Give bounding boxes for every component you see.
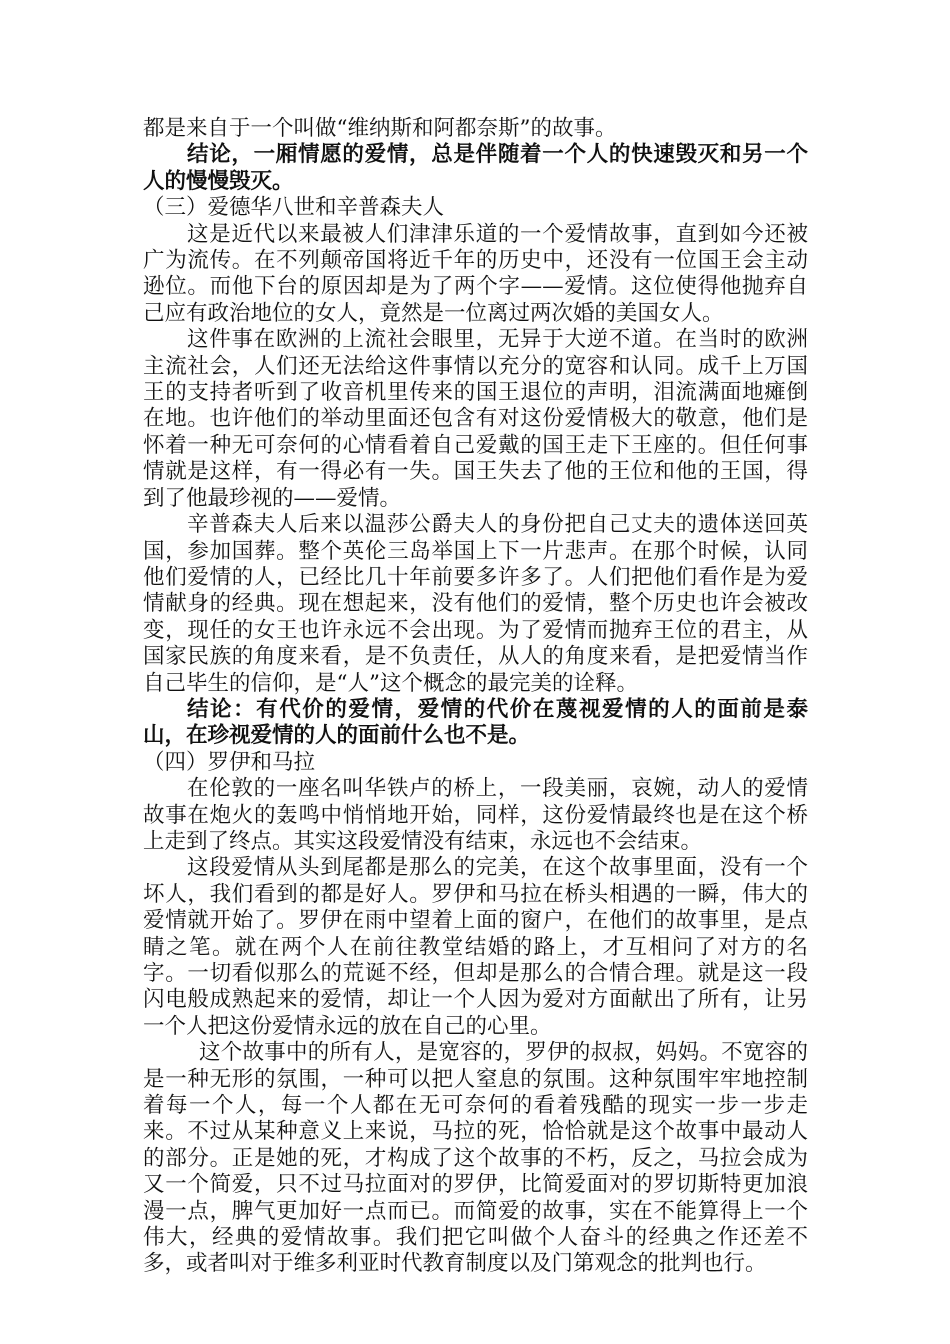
body-paragraph: 这件事在欧洲的上流社会眼里，无异于大逆不道。在当时的欧洲主流社会，人们还无法给这件事情以充分的宽容和认同。成千上万国王的支持者听到了收音机里传来的国王退位的声明，泪流满面地瘫倒在地。也许他们的举动里面还包含有对这份爱情极大的敬意，他们是怀着一种无可奈何的心情看着自己爱戴的国王走下王座的。但任何事情就是这样，有一得必有一失。国王失去了他的王位和他的王国，得到了他最珍视的——爱情。 [143, 327, 808, 511]
body-paragraph: 在伦敦的一座名叫华铁卢的桥上，一段美丽，哀婉，动人的爱情故事在炮火的轰鸣中悄悄地开始，同样，这份爱情最终也是在这个桥上走到了终点。其实这段爱情没有结束，永远也不会结束。 [143, 776, 808, 854]
section-heading: （四）罗伊和马拉 [143, 749, 316, 775]
conclusion-paragraph: 结论，一厢情愿的爱情，总是伴随着一个人的快速毁灭和另一个人的慢慢毁灭。 [143, 142, 808, 194]
document-body [143, 116, 808, 1278]
body-paragraph: 这是近代以来最被人们津津乐道的一个爱情故事，直到如今还被广为流传。在不列颠帝国将近千年的历史中，还没有一位国王会主动逊位。而他下台的原因却是为了两个字——爱情。这位使得他抛弃自己应有政治地位的女人，竟然是一位离过两次婚的美国女人。 [143, 221, 808, 326]
body-paragraph: 辛普森夫人后来以温莎公爵夫人的身份把自己丈夫的遗体送回英国，参加国葬。整个英伦三岛举国上下一片悲声。在那个时候，认同他们爱情的人，已经比几十年前要多许多了。人们把他们看作是为爱情献身的经典。现在想起来，没有他们的爱情，整个历史也许会被改变，现任的女王也许永远不会出现。为了爱情而抛弃王位的君主，从国家民族的角度来看，是不负责任，从人的角度来看，是把爱情当作自己毕生的信仰，是“人”这个概念的最完美的诠释。 [143, 512, 808, 696]
conclusion-paragraph: 结论：有代价的爱情，爱情的代价在蔑视爱情的人的面前是泰山，在珍视爱情的人的面前什么也不是。 [143, 696, 808, 749]
body-paragraph: 都是来自于一个叫做“维纳斯和阿都奈斯”的故事。 [143, 116, 617, 141]
section-heading: （三）爱德华八世和辛普森夫人 [143, 195, 445, 221]
body-paragraph: 这个故事中的所有人，是宽容的，罗伊的叔叔，妈妈。不宽容的是一种无形的氛围，一种可以把人窒息的氛围。这种氛围牢牢地控制着每一个人，每一个人都在无可奈何的看着残酷的现实一步一步走来。不过从某种意义上来说，马拉的死，恰恰就是这个故事中最动人的部分。正是她的死，才构成了这个故事的不朽，反之，马拉会成为又一个简爱，只不过马拉面对的罗伊，比简爱面对的罗切斯特更加浪漫一点，脾气更加好一点而已。而简爱的故事，实在不能算得上一个伟大，经典的爱情故事。我们把它叫做个人奋斗的经典之作还差不多，或者叫对于维多利亚时代教育制度以及门第观念的批判也行。 [143, 1040, 808, 1277]
body-paragraph: 这段爱情从头到尾都是那么的完美，在这个故事里面，没有一个坏人，我们看到的都是好人。罗伊和马拉在桥头相遇的一瞬，伟大的爱情就开始了。罗伊在雨中望着上面的窗户，在他们的故事里，是点睛之笔。就在两个人在前往教堂结婚的路上，才互相问了对方的名字。一切看似那么的荒诞不经，但却是那么的合情合理。就是这一段闪电般成熟起来的爱情，却让一个人因为爱对方面献出了所有，让另一个人把这份爱情永远的放在自己的心里。 [143, 855, 808, 1039]
